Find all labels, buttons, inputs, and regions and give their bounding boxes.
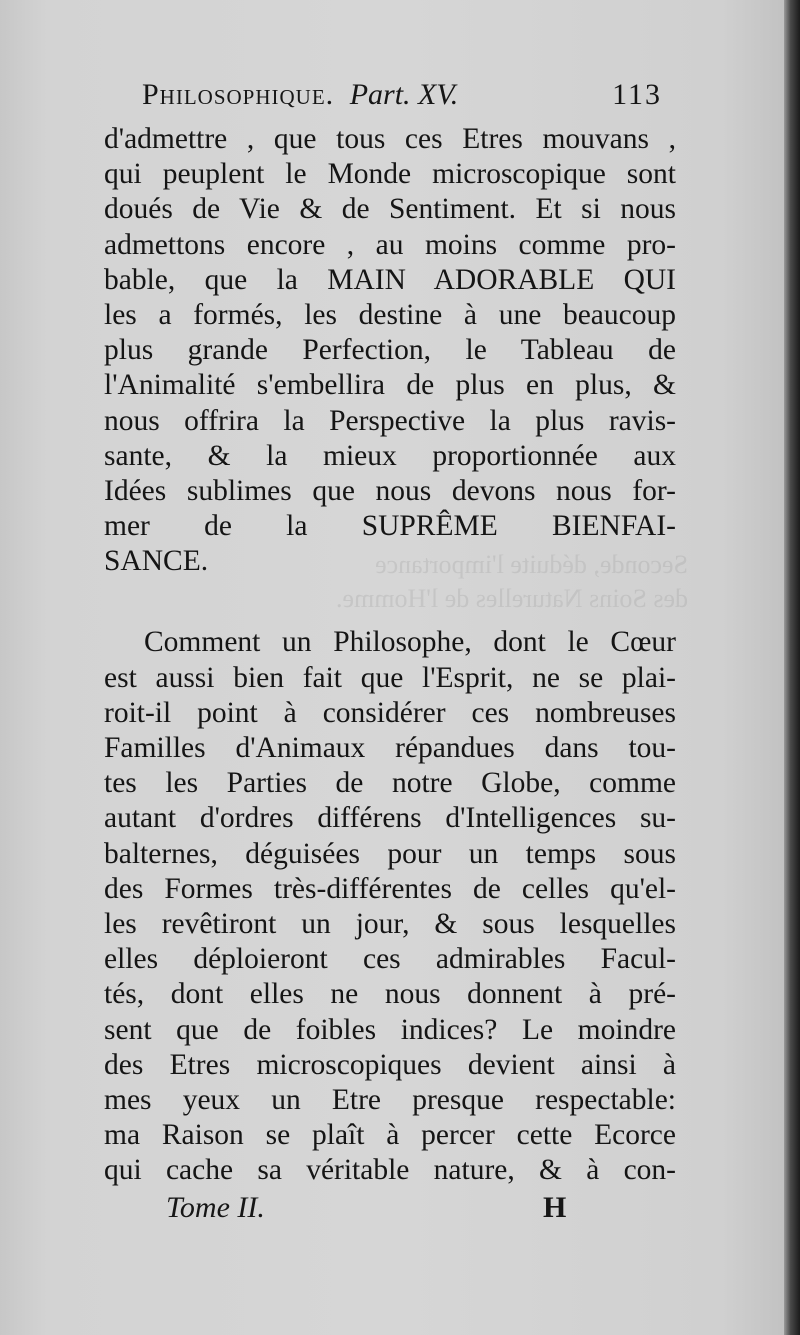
page-number: 113: [612, 78, 662, 111]
text-line: d'admettre , que tous ces Etres mouvans ,: [104, 123, 676, 155]
text-line: sent que de foibles indices? Le moindre: [104, 1013, 676, 1046]
text-line: sante, & la mieux proportionnée aux: [104, 439, 676, 472]
body-text: [104, 122, 676, 1188]
text-line: mes yeux un Etre presque respectable:: [104, 1083, 676, 1116]
text-line: qui cache sa véritable nature, & à con-: [104, 1154, 676, 1187]
running-head-part: Part. XV.: [349, 78, 459, 111]
text-line: qui peuplent le Monde microscopique sont: [104, 158, 676, 191]
text-line: est aussi bien fait que l'Esprit, ne se plai-: [104, 661, 676, 694]
show-through-line: des Soins Naturelles de l'Homme.: [335, 584, 688, 613]
text-line: tés, dont elles ne nous donnent à pré-: [104, 978, 676, 1011]
show-through-line: Seconde, déduite l'importance: [375, 550, 688, 579]
gathering-mark: H: [543, 1191, 567, 1224]
text-line: Idées sublimes que nous devons nous for-: [104, 474, 676, 507]
text-line: les a formés, les destine à une beaucoup: [104, 298, 676, 331]
page-edge-shadow: [784, 0, 800, 1335]
text-line: roit-il point à considérer ces nombreuses: [104, 696, 676, 729]
text-line: doués de Vie & de Sentiment. Et si nous: [104, 193, 676, 226]
text-line: autant d'ordres différens d'Intelligences su-: [104, 802, 676, 835]
text-line: admettons encore , au moins comme pro-: [104, 228, 676, 261]
text-line: les revêtiront un jour, & sous lesquelles: [104, 907, 676, 940]
text-line: ma Raison se plaît à percer cette Ecorce: [104, 1119, 676, 1152]
text-line: des Formes très-différentes de celles qu'el-: [104, 872, 676, 905]
text-line: Familles d'Animaux répandues dans tou-: [104, 732, 676, 764]
text-line: Comment un Philosophe, dont le Cœur: [144, 626, 676, 659]
paragraph-gap: [104, 579, 676, 625]
text-line: des Etres microscopiques devient ainsi à: [104, 1048, 676, 1081]
text-line: balternes, déguisées pour un temps sous: [104, 837, 676, 870]
text-line: mer de la SUPRÊME BIENFAI-: [104, 510, 676, 543]
text-line: nous offrira la Perspective la plus ravis-: [104, 404, 676, 437]
signature-mark: Tome II.: [166, 1191, 265, 1224]
text-line: elles déploieront ces admirables Facul-: [104, 943, 676, 976]
text-line: SANCE.: [104, 545, 209, 578]
paragraph-1: [104, 122, 676, 579]
text-line: plus grande Perfection, le Tableau de: [104, 334, 676, 367]
text-line: bable, que la MAIN ADORABLE QUI: [104, 263, 676, 296]
running-head-title: Philosophique.: [142, 78, 335, 111]
paragraph-2: [104, 625, 676, 1188]
text-line: tes les Parties de notre Globe, comme: [104, 767, 676, 800]
text-line: l'Animalité s'embellira de plus en plus, &: [104, 369, 676, 402]
running-head: [142, 70, 662, 120]
